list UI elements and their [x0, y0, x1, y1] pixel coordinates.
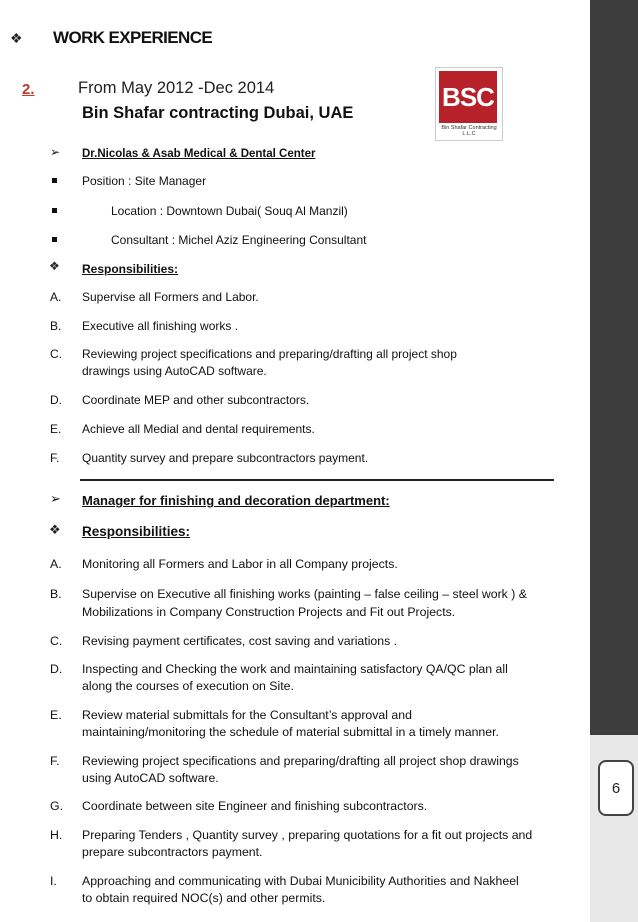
item-text-cont: drawings using AutoCAD software.	[82, 364, 267, 378]
item-letter: A.	[50, 290, 62, 304]
arrow-bullet-icon: ➢	[50, 491, 61, 506]
item-letter: I.	[50, 874, 57, 888]
page-number: 6	[598, 760, 634, 816]
diamond-bullet-icon: ❖	[10, 30, 23, 46]
logo-caption: Bin Shafar Contracting L.L.C	[441, 125, 497, 137]
item-letter: E.	[50, 422, 62, 436]
item-text: Reviewing project specifications and preparing/drafting all project shop	[82, 347, 457, 361]
item-text: Monitoring all Formers and Labor in all Company projects.	[82, 557, 398, 571]
item-text-cont: along the courses of execution on Site.	[82, 679, 294, 693]
project-responsibilities-label: Responsibilities:	[82, 262, 179, 276]
item-text-cont: using AutoCAD software.	[82, 771, 219, 785]
item-text: Reviewing project specifications and preparing/drafting all project shop drawings	[82, 754, 519, 768]
manager-title: Manager for finishing and decoration department:	[82, 493, 390, 508]
job-period: From May 2012 -Dec 2014	[78, 79, 275, 97]
item-letter: H.	[50, 828, 63, 842]
item-letter: B.	[50, 319, 62, 333]
item-letter: G.	[50, 799, 63, 813]
item-text: Coordinate MEP and other subcontractors.	[82, 393, 310, 407]
item-text: Achieve all Medial and dental requirements.	[82, 422, 315, 436]
item-text: Executive all finishing works .	[82, 319, 239, 333]
company-logo	[435, 67, 503, 141]
item-text-cont: maintaining/monitoring the schedule of material submittal in a timely manner.	[82, 725, 499, 739]
logo-mark: BSC	[439, 71, 497, 123]
item-text: Preparing Tenders , Quantity survey , preparing quotations for a fit out projects and	[82, 828, 533, 842]
diamond-bullet-icon: ❖	[49, 259, 60, 273]
manager-responsibilities-label: Responsibilities:	[82, 524, 191, 539]
company-name: Bin Shafar contracting Dubai, UAE	[82, 104, 354, 122]
item-letter: C.	[50, 634, 63, 648]
item-text: Revising payment certificates, cost saving and variations .	[82, 634, 398, 648]
item-letter: C.	[50, 347, 62, 361]
square-bullet-icon	[52, 208, 57, 213]
item-letter: D.	[50, 662, 63, 676]
item-letter: D.	[50, 393, 62, 407]
project-location: Location : Downtown Dubai( Souq Al Manzil)	[111, 204, 348, 218]
square-bullet-icon	[52, 237, 57, 242]
job-number: 2.	[22, 81, 35, 98]
item-letter: A.	[50, 557, 62, 571]
square-bullet-icon	[52, 178, 57, 183]
section-divider	[80, 479, 554, 481]
project-consultant: Consultant : Michel Aziz Engineering Consultant	[111, 233, 367, 247]
item-text: Coordinate between site Engineer and finishing subcontractors.	[82, 799, 428, 813]
arrow-bullet-icon: ➢	[50, 145, 61, 159]
item-text: Inspecting and Checking the work and maintaining satisfactory QA/QC plan all	[82, 662, 508, 676]
item-text: Quantity survey and prepare subcontractors payment.	[82, 451, 369, 465]
item-text: Approaching and communicating with Dubai Municibility Authorities and Nakheel	[82, 874, 519, 888]
item-text: Supervise on Executive all finishing works (painting – false ceiling – steel work ) &	[82, 587, 527, 601]
section-title: WORK EXPERIENCE	[53, 28, 213, 47]
item-letter: E.	[50, 708, 62, 722]
item-letter: F.	[50, 754, 60, 768]
project-name: Dr.Nicolas & Asab Medical & Dental Center	[82, 148, 316, 160]
diamond-bullet-icon: ❖	[49, 522, 61, 537]
item-text-cont: to obtain required NOC(s) and other permits.	[82, 891, 326, 905]
item-text-cont: Mobilizations in Company Construction Projects and Fit out Projects.	[82, 605, 456, 619]
item-text: Review material submittals for the Consultant’s approval and	[82, 708, 412, 722]
project-position: Position : Site Manager	[82, 174, 207, 188]
item-letter: F.	[50, 451, 60, 465]
item-letter: B.	[50, 587, 62, 601]
item-text: Supervise all Formers and Labor.	[82, 290, 259, 304]
item-text-cont: prepare subcontractors payment.	[82, 845, 263, 859]
